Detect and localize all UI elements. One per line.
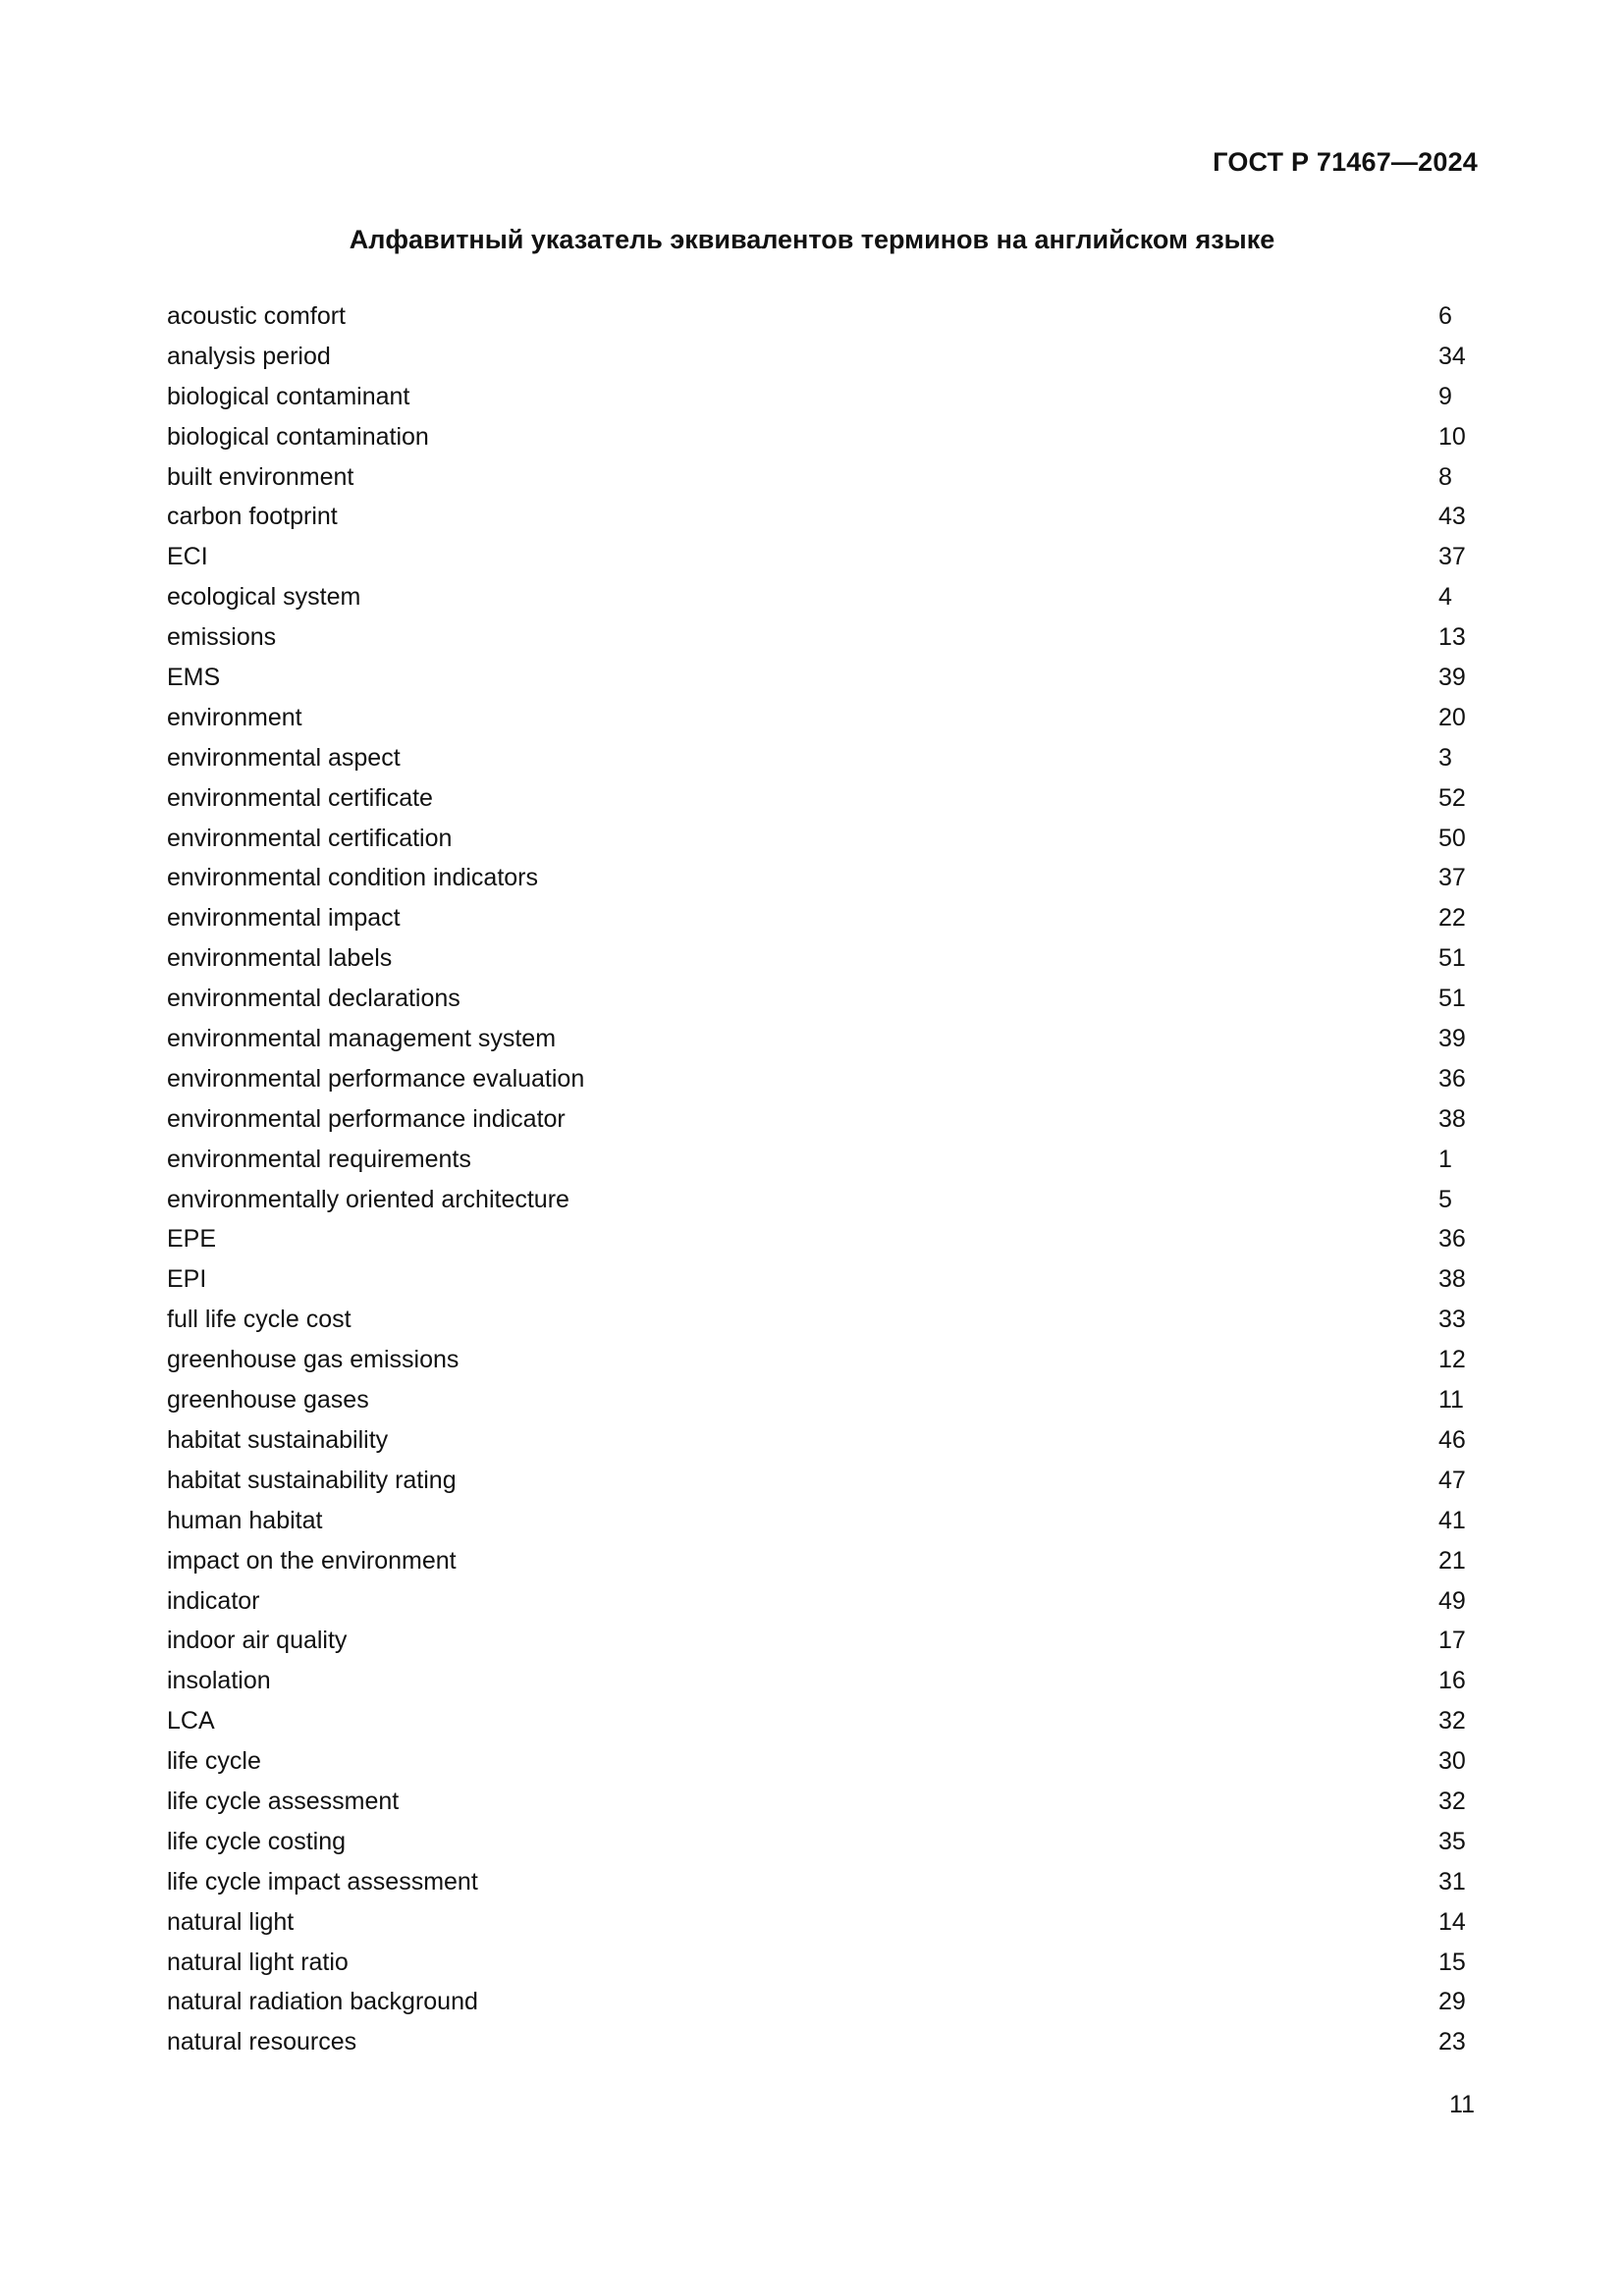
index-term-number: 50	[1438, 824, 1466, 852]
index-term-number: 36	[1438, 1064, 1466, 1093]
index-entry	[167, 1621, 1466, 1661]
document-code: ГОСТ Р 71467—2024	[1213, 147, 1478, 177]
index-entry	[167, 698, 1466, 738]
index-term: full life cycle cost	[167, 1306, 352, 1334]
index-term-number: 35	[1438, 1827, 1466, 1855]
index-term-number: 8	[1438, 462, 1452, 491]
index-term-number: 5	[1438, 1185, 1452, 1213]
index-term-number: 22	[1438, 904, 1466, 933]
index-entry	[167, 1661, 1466, 1701]
index-term: habitat sustainability	[167, 1425, 389, 1454]
index-term: greenhouse gases	[167, 1386, 369, 1415]
index-entry	[167, 617, 1466, 658]
index-term: ecological system	[167, 583, 361, 612]
index-term: acoustic comfort	[167, 302, 347, 330]
index-entry	[167, 577, 1463, 617]
index-term-number: 39	[1438, 1025, 1466, 1053]
index-entry	[167, 1340, 1466, 1380]
index-term: greenhouse gas emissions	[167, 1346, 460, 1374]
index-term-number: 9	[1438, 382, 1452, 410]
index-term: environmentally oriented architecture	[167, 1185, 569, 1213]
index-term: life cycle impact assessment	[167, 1867, 478, 1896]
index-entry	[167, 457, 1463, 498]
index-entry	[167, 1782, 1466, 1822]
index-term: environmental performance indicator	[167, 1104, 566, 1133]
index-term-number: 16	[1438, 1667, 1466, 1695]
index-term-number: 23	[1438, 2028, 1466, 2056]
index-entry	[167, 1180, 1463, 1220]
index-term-number: 51	[1438, 985, 1466, 1013]
index-term-number: 46	[1438, 1425, 1466, 1454]
index-entry	[167, 1943, 1466, 1983]
index-term: life cycle	[167, 1747, 261, 1776]
index-entry	[167, 738, 1463, 778]
index-entry	[167, 778, 1466, 819]
index-entry	[167, 2022, 1466, 2062]
index-term-number: 38	[1438, 1265, 1466, 1294]
index-term-number: 36	[1438, 1225, 1466, 1254]
index-list	[167, 296, 1466, 2062]
index-term: built environment	[167, 462, 354, 491]
index-term-number: 1	[1438, 1145, 1452, 1173]
index-term: environmental requirements	[167, 1145, 471, 1173]
index-term: emissions	[167, 623, 277, 652]
index-term-number: 21	[1438, 1546, 1466, 1575]
index-entry	[167, 1541, 1466, 1581]
index-term: analysis period	[167, 342, 331, 370]
index-term-number: 32	[1438, 1787, 1466, 1815]
index-entry	[167, 1741, 1466, 1782]
index-term: insolation	[167, 1667, 271, 1695]
index-term: human habitat	[167, 1506, 323, 1534]
index-term-number: 12	[1438, 1346, 1466, 1374]
index-entry	[167, 537, 1466, 577]
index-term-number: 13	[1438, 623, 1466, 652]
index-entry	[167, 658, 1466, 698]
index-term-number: 30	[1438, 1747, 1466, 1776]
index-term: environment	[167, 703, 302, 731]
index-entry	[167, 1461, 1466, 1501]
index-term: environmental impact	[167, 904, 401, 933]
index-term: indicator	[167, 1586, 260, 1615]
index-term-number: 41	[1438, 1506, 1466, 1534]
index-term: biological contamination	[167, 422, 429, 451]
index-entry	[167, 898, 1466, 938]
index-entry	[167, 497, 1466, 537]
index-entry	[167, 979, 1466, 1019]
index-term: environmental certificate	[167, 783, 433, 812]
index-entry	[167, 858, 1466, 898]
index-term-number: 15	[1438, 1948, 1466, 1976]
index-term: natural resources	[167, 2028, 357, 2056]
index-term: environmental performance evaluation	[167, 1064, 585, 1093]
index-term-number: 32	[1438, 1707, 1466, 1735]
index-entry	[167, 1862, 1466, 1902]
index-term: EMS	[167, 664, 221, 692]
index-term: ECI	[167, 543, 208, 571]
index-term: natural radiation background	[167, 1988, 478, 2016]
index-term: impact on the environment	[167, 1546, 457, 1575]
index-term-number: 3	[1438, 743, 1452, 772]
index-entry	[167, 1380, 1463, 1420]
index-entry	[167, 1059, 1466, 1099]
index-term-number: 38	[1438, 1104, 1466, 1133]
index-entry	[167, 1822, 1466, 1862]
index-entry	[167, 1300, 1466, 1340]
index-entry	[167, 417, 1466, 457]
index-term-number: 20	[1438, 703, 1466, 731]
index-term: environmental declarations	[167, 985, 460, 1013]
index-term-number: 4	[1438, 583, 1452, 612]
index-entry	[167, 1501, 1466, 1541]
index-term: environmental aspect	[167, 743, 401, 772]
index-term-number: 29	[1438, 1988, 1466, 2016]
index-term-number: 47	[1438, 1466, 1466, 1494]
index-term-number: 33	[1438, 1306, 1466, 1334]
index-title: Алфавитный указатель эквивалентов терминов на английском языке	[349, 225, 1275, 254]
index-term-number: 17	[1438, 1627, 1466, 1655]
index-entry	[167, 1420, 1466, 1461]
index-entry	[167, 1581, 1466, 1622]
page-number: 11	[1449, 2091, 1475, 2118]
index-term: life cycle costing	[167, 1827, 347, 1855]
index-term: habitat sustainability rating	[167, 1466, 457, 1494]
index-term: environmental labels	[167, 944, 393, 973]
index-term: life cycle assessment	[167, 1787, 400, 1815]
index-term-number: 39	[1438, 664, 1466, 692]
index-term-number: 49	[1438, 1586, 1466, 1615]
index-term: natural light ratio	[167, 1948, 349, 1976]
index-entry	[167, 1982, 1466, 2022]
index-entry	[167, 337, 1466, 377]
index-entry	[167, 1099, 1466, 1140]
index-entry	[167, 1019, 1466, 1059]
index-term-number: 51	[1438, 944, 1466, 973]
index-term: indoor air quality	[167, 1627, 348, 1655]
index-term: environmental condition indicators	[167, 864, 538, 892]
index-term-number: 14	[1438, 1907, 1466, 1936]
index-term-number: 43	[1438, 503, 1466, 531]
index-entry	[167, 1701, 1466, 1741]
index-term-number: 37	[1438, 864, 1466, 892]
index-entry	[167, 296, 1463, 337]
index-term-number: 52	[1438, 783, 1466, 812]
index-term-number: 10	[1438, 422, 1466, 451]
index-term-number: 34	[1438, 342, 1466, 370]
index-term-number: 37	[1438, 543, 1466, 571]
index-entry	[167, 1140, 1463, 1180]
index-term: EPI	[167, 1265, 207, 1294]
index-term-number: 6	[1438, 302, 1452, 330]
index-term: biological contaminant	[167, 382, 410, 410]
index-term-number: 31	[1438, 1867, 1466, 1896]
index-term: environmental management system	[167, 1025, 557, 1053]
index-entry	[167, 1902, 1466, 1943]
index-term: environmental certification	[167, 824, 453, 852]
index-entry	[167, 819, 1466, 859]
index-term: carbon footprint	[167, 503, 338, 531]
index-entry	[167, 938, 1466, 979]
index-entry	[167, 1259, 1466, 1300]
index-entry	[167, 1219, 1466, 1259]
index-entry	[167, 377, 1463, 417]
index-term: natural light	[167, 1907, 295, 1936]
index-term: LCA	[167, 1707, 215, 1735]
index-term: EPE	[167, 1225, 217, 1254]
index-term-number: 11	[1438, 1386, 1464, 1415]
